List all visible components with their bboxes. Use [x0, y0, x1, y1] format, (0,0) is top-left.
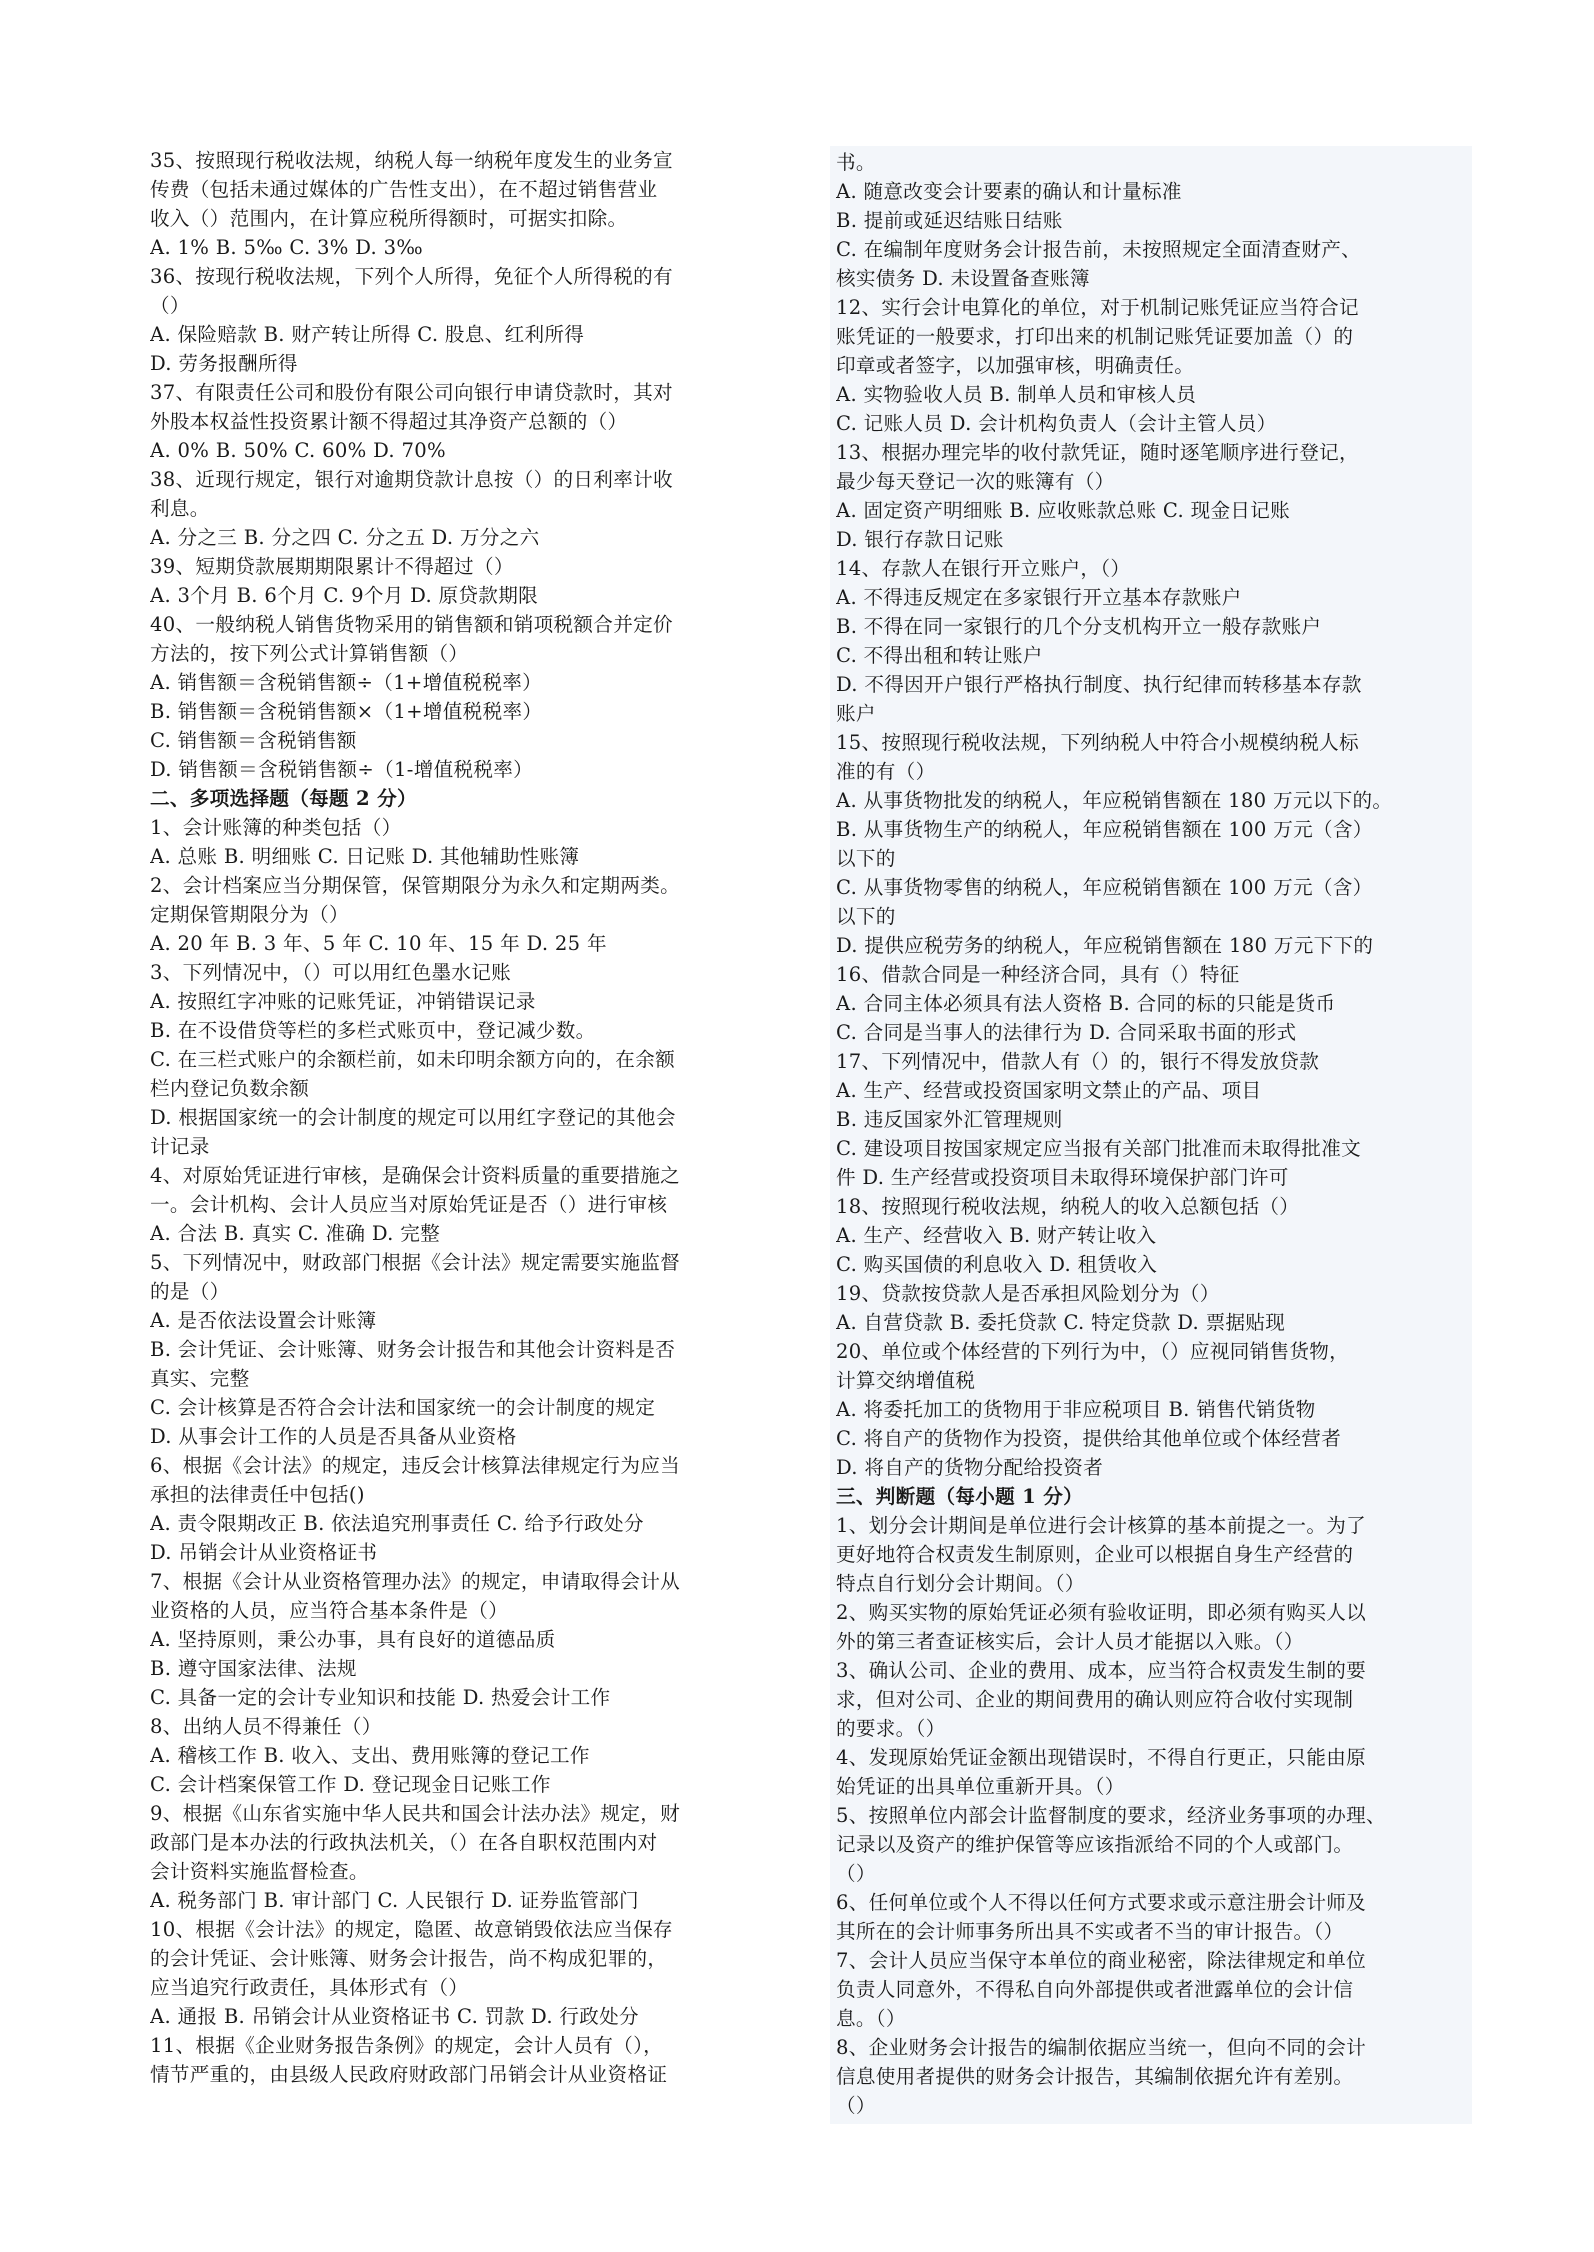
text-line: A. 随意改变会计要素的确认和计量标准: [836, 180, 1182, 203]
text-line: 外股本权益性投资累计额不得超过其净资产总额的（）: [150, 410, 628, 433]
text-line: 4、对原始凭证进行审核，是确保会计资料质量的重要措施之: [150, 1164, 681, 1187]
text-line: D. 根据国家统一的会计制度的规定可以用红字登记的其他会: [150, 1106, 676, 1129]
text-line: D. 不得因开户银行严格执行制度、执行纪律而转移基本存款: [836, 673, 1362, 696]
text-line: 政部门是本办法的行政执法机关，（）在各自职权范围内对: [150, 1831, 658, 1854]
text-line: C. 合同是当事人的法律行为 D. 合同采取书面的形式: [836, 1021, 1297, 1044]
text-line: C. 在编制年度财务会计报告前，未按照规定全面清查财产、: [836, 238, 1361, 261]
text-line: 的要求。（）: [836, 1717, 946, 1740]
text-line: C. 会计档案保管工作 D. 登记现金日记账工作: [150, 1773, 551, 1796]
text-line: A. 分之三 B. 分之四 C. 分之五 D. 万分之六: [150, 526, 540, 549]
text-line: B. 提前或延迟结账日结账: [836, 209, 1063, 232]
text-line: 6、根据《会计法》的规定，违反会计核算法律规定行为应当: [150, 1454, 681, 1477]
text-line: 3、确认公司、企业的费用、成本，应当符合权责发生制的要: [836, 1659, 1367, 1682]
text-line: 的会计凭证、会计账簿、财务会计报告，尚不构成犯罪的，: [150, 1947, 668, 1970]
text-line: 件 D. 生产经营或投资项目未取得环境保护部门许可: [836, 1166, 1289, 1189]
text-line: A. 3个月 B. 6个月 C. 9个月 D. 原贷款期限: [150, 584, 538, 607]
text-line: C. 具备一定的会计专业知识和技能 D. 热爱会计工作: [150, 1686, 611, 1709]
text-line: 10、根据《会计法》的规定，隐匿、故意销毁依法应当保存: [150, 1918, 673, 1941]
text-line: A. 税务部门 B. 审计部门 C. 人民银行 D. 证券监管部门: [150, 1889, 639, 1912]
text-line: 账凭证的一般要求，打印出来的机制记账凭证要加盖（）的: [836, 325, 1354, 348]
text-line: D. 从事会计工作的人员是否具备从业资格: [150, 1425, 517, 1448]
text-line: 账户: [836, 702, 876, 725]
section-heading: 三、判断题（每小题 1 分）: [836, 1485, 1084, 1508]
text-line: B. 在不设借贷等栏的多栏式账页中，登记减少数。: [150, 1019, 596, 1042]
text-line: D. 提供应税劳务的纳税人，年应税销售额在 180 万元下下的: [836, 934, 1374, 957]
text-line: A. 1% B. 5‰ C. 3% D. 3‰: [150, 236, 423, 259]
text-line: 业资格的人员，应当符合基本条件是（）: [150, 1599, 509, 1622]
text-line: 37、有限责任公司和股份有限公司向银行申请贷款时，其对: [150, 381, 673, 404]
text-line: 13、根据办理完毕的收付款凭证，随时逐笔顺序进行登记，: [836, 441, 1359, 464]
text-line: 特点自行划分会计期间。（）: [836, 1572, 1085, 1595]
text-line: 3、下列情况中，（）可以用红色墨水记账: [150, 961, 512, 984]
text-line: （）: [150, 294, 190, 317]
text-line: 准的有（）: [836, 760, 936, 783]
text-line: 15、按照现行税收法规，下列纳税人中符合小规模纳税人标: [836, 731, 1359, 754]
text-line: D. 吊销会计从业资格证书: [150, 1541, 378, 1564]
text-line: A. 销售额＝含税销售额÷（1+增值税税率）: [150, 671, 543, 694]
text-line: 9、根据《山东省实施中华人民共和国会计法办法》规定，财: [150, 1802, 681, 1825]
text-line: 2、购买实物的原始凭证必须有验收证明，即必须有购买人以: [836, 1601, 1367, 1624]
text-line: C. 销售额＝含税销售额: [150, 729, 357, 752]
text-line: A. 稽核工作 B. 收入、支出、费用账簿的登记工作: [150, 1744, 590, 1767]
text-line: A. 责令限期改正 B. 依法追究刑事责任 C. 给予行政处分: [150, 1512, 644, 1535]
text-line: 7、会计人员应当保守本单位的商业秘密，除法律规定和单位: [836, 1949, 1367, 1972]
text-line: C. 在三栏式账户的余额栏前，如未印明余额方向的，在余额: [150, 1048, 675, 1071]
text-line: 36、按现行税收法规，下列个人所得，免征个人所得税的有: [150, 265, 673, 288]
text-line: 情节严重的，由县级人民政府财政部门吊销会计从业资格证: [150, 2063, 668, 2086]
text-line: 17、下列情况中，借款人有（）的，银行不得发放贷款: [836, 1050, 1320, 1073]
text-line: 记录以及资产的维护保管等应该指派给不同的个人或部门。: [836, 1833, 1354, 1856]
text-line: C. 建设项目按国家规定应当报有关部门批准而未取得批准文: [836, 1137, 1361, 1160]
text-line: 方法的，按下列公式计算销售额（）: [150, 642, 469, 665]
section-heading: 二、多项选择题（每题 2 分）: [150, 787, 417, 810]
text-line: 11、根据《企业财务报告条例》的规定，会计人员有（），: [150, 2034, 664, 2057]
text-line: D. 银行存款日记账: [836, 528, 1004, 551]
text-line: A. 不得违反规定在多家银行开立基本存款账户: [836, 586, 1242, 609]
text-line: 息。（）: [836, 2007, 906, 2030]
text-line: A. 坚持原则，秉公办事，具有良好的道德品质: [150, 1628, 556, 1651]
text-line: 信息使用者提供的财务会计报告，其编制依据允许有差别。: [836, 2065, 1354, 2088]
text-line: 定期保管期限分为（）: [150, 903, 349, 926]
text-line: C. 将自产的货物作为投资，提供给其他单位或个体经营者: [836, 1427, 1342, 1450]
text-line: A. 按照红字冲账的记账凭证，冲销错误记录: [150, 990, 536, 1013]
text-line: 8、企业财务会计报告的编制依据应当统一，但向不同的会计: [836, 2036, 1367, 2059]
text-line: 一。会计机构、会计人员应当对原始凭证是否（）进行审核: [150, 1193, 668, 1216]
text-line: 核实债务 D. 未设置备查账簿: [836, 267, 1090, 290]
text-line: 承担的法律责任中包括(): [150, 1483, 365, 1506]
text-line: 传费（包括未通过媒体的广告性支出），在不超过销售营业: [150, 178, 658, 201]
text-line: 19、贷款按贷款人是否承担风险划分为（）: [836, 1282, 1220, 1305]
text-line: A. 通报 B. 吊销会计从业资格证书 C. 罚款 D. 行政处分: [150, 2005, 639, 2028]
text-line: 真实、完整: [150, 1367, 250, 1390]
text-line: A. 固定资产明细账 B. 应收账款总账 C. 现金日记账: [836, 499, 1291, 522]
text-line: 以下的: [836, 905, 896, 928]
text-line: A. 总账 B. 明细账 C. 日记账 D. 其他辅助性账簿: [150, 845, 580, 868]
text-line: 5、按照单位内部会计监督制度的要求，经济业务事项的办理、: [836, 1804, 1386, 1827]
text-line: A. 生产、经营或投资国家明文禁止的产品、项目: [836, 1079, 1262, 1102]
text-line: 8、出纳人员不得兼任（）: [150, 1715, 382, 1738]
text-line: 6、任何单位或个人不得以任何方式要求或示意注册会计师及: [836, 1891, 1367, 1914]
text-line: D. 劳务报酬所得: [150, 352, 298, 375]
text-line: 18、按照现行税收法规，纳税人的收入总额包括（）: [836, 1195, 1300, 1218]
text-line: 利息。: [150, 497, 210, 520]
text-line: 求，但对公司、企业的期间费用的确认则应符合收付实现制: [836, 1688, 1354, 1711]
text-line: 应当追究行政责任，具体形式有（）: [150, 1976, 469, 1999]
text-line: B. 会计凭证、会计账簿、财务会计报告和其他会计资料是否: [150, 1338, 676, 1361]
text-line: B. 从事货物生产的纳税人，年应税销售额在 100 万元（含）: [836, 818, 1373, 841]
text-line: 外的第三者查证核实后，会计人员才能据以入账。（）: [836, 1630, 1304, 1653]
text-line: 计算交纳增值税: [836, 1369, 976, 1392]
text-line: A. 0% B. 50% C. 60% D. 70%: [150, 439, 446, 462]
text-line: B. 遵守国家法律、法规: [150, 1657, 357, 1680]
text-line: 以下的: [836, 847, 896, 870]
text-line: 39、短期贷款展期期限累计不得超过（）: [150, 555, 514, 578]
text-line: B. 违反国家外汇管理规则: [836, 1108, 1063, 1131]
text-line: A. 20 年 B. 3 年、5 年 C. 10 年、15 年 D. 25 年: [150, 932, 607, 955]
text-line: （）: [836, 1862, 876, 1885]
text-line: 5、下列情况中，财政部门根据《会计法》规定需要实施监督: [150, 1251, 681, 1274]
text-line: C. 不得出租和转让账户: [836, 644, 1043, 667]
text-line: 印章或者签字，以加强审核，明确责任。: [836, 354, 1195, 377]
text-line: 2、会计档案应当分期保管，保管期限分为永久和定期两类。: [150, 874, 681, 897]
text-line: A. 是否依法设置会计账簿: [150, 1309, 377, 1332]
text-line: 16、借款合同是一种经济合同，具有（）特征: [836, 963, 1240, 986]
text-line: C. 从事货物零售的纳税人，年应税销售额在 100 万元（含）: [836, 876, 1373, 899]
text-line: D. 将自产的货物分配给投资者: [836, 1456, 1104, 1479]
right-column: [830, 146, 1472, 2124]
text-line: 其所在的会计师事务所出具不实或者不当的审计报告。（）: [836, 1920, 1344, 1943]
text-line: B. 不得在同一家银行的几个分支机构开立一般存款账户: [836, 615, 1322, 638]
text-line: A. 合同主体必须具有法人资格 B. 合同的标的只能是货币: [836, 992, 1336, 1015]
text-line: A. 保险赔款 B. 财产转让所得 C. 股息、红利所得: [150, 323, 585, 346]
text-line: 栏内登记负数余额: [150, 1077, 310, 1100]
text-line: C. 会计核算是否符合会计法和国家统一的会计制度的规定: [150, 1396, 656, 1419]
text-line: 35、按照现行税收法规，纳税人每一纳税年度发生的业务宣: [150, 149, 673, 172]
text-line: 的是（）: [150, 1280, 230, 1303]
text-line: 7、根据《会计从业资格管理办法》的规定，申请取得会计从: [150, 1570, 681, 1593]
text-line: D. 销售额＝含税销售额÷（1-增值税税率）: [150, 758, 534, 781]
text-line: A. 从事货物批发的纳税人，年应税销售额在 180 万元以下的。: [836, 789, 1393, 812]
text-line: 最少每天登记一次的账簿有（）: [836, 470, 1115, 493]
text-line: A. 将委托加工的货物用于非应税项目 B. 销售代销货物: [836, 1398, 1316, 1421]
text-line: 更好地符合权责发生制原则，企业可以根据自身生产经营的: [836, 1543, 1354, 1566]
text-line: 书。: [836, 151, 876, 174]
text-line: 38、近现行规定，银行对逾期贷款计息按（）的日利率计收: [150, 468, 673, 491]
left-column: [150, 146, 776, 2089]
text-line: 始凭证的出具单位重新开具。（）: [836, 1775, 1125, 1798]
text-line: 4、发现原始凭证金额出现错误时，不得自行更正，只能由原: [836, 1746, 1367, 1769]
text-line: 会计资料实施监督检查。: [150, 1860, 369, 1883]
text-line: 12、实行会计电算化的单位，对于机制记账凭证应当符合记: [836, 296, 1359, 319]
text-line: C. 记账人员 D. 会计机构负责人（会计主管人员）: [836, 412, 1277, 435]
text-line: 收入（）范围内，在计算应税所得额时，可据实扣除。: [150, 207, 628, 230]
text-line: 20、单位或个体经营的下列行为中，（）应视同销售货物，: [836, 1340, 1350, 1363]
text-line: 负责人同意外，不得私自向外部提供或者泄露单位的会计信: [836, 1978, 1354, 2001]
text-line: A. 合法 B. 真实 C. 准确 D. 完整: [150, 1222, 441, 1245]
text-line: 计记录: [150, 1135, 210, 1158]
text-line: A. 自营贷款 B. 委托贷款 C. 特定贷款 D. 票据贴现: [836, 1311, 1286, 1334]
text-line: 1、会计账簿的种类包括（）: [150, 816, 402, 839]
text-line: A. 实物验收人员 B. 制单人员和审核人员: [836, 383, 1197, 406]
text-line: B. 销售额＝含税销售额×（1+增值税税率）: [150, 700, 543, 723]
text-line: （）: [836, 2094, 876, 2117]
text-line: 40、一般纳税人销售货物采用的销售额和销项税额合并定价: [150, 613, 673, 636]
text-line: 14、存款人在银行开立账户，（）: [836, 557, 1131, 580]
text-line: A. 生产、经营收入 B. 财产转让收入: [836, 1224, 1157, 1247]
text-line: 1、划分会计期间是单位进行会计核算的基本前提之一。为了: [836, 1514, 1367, 1537]
text-line: C. 购买国债的利息收入 D. 租赁收入: [836, 1253, 1158, 1276]
